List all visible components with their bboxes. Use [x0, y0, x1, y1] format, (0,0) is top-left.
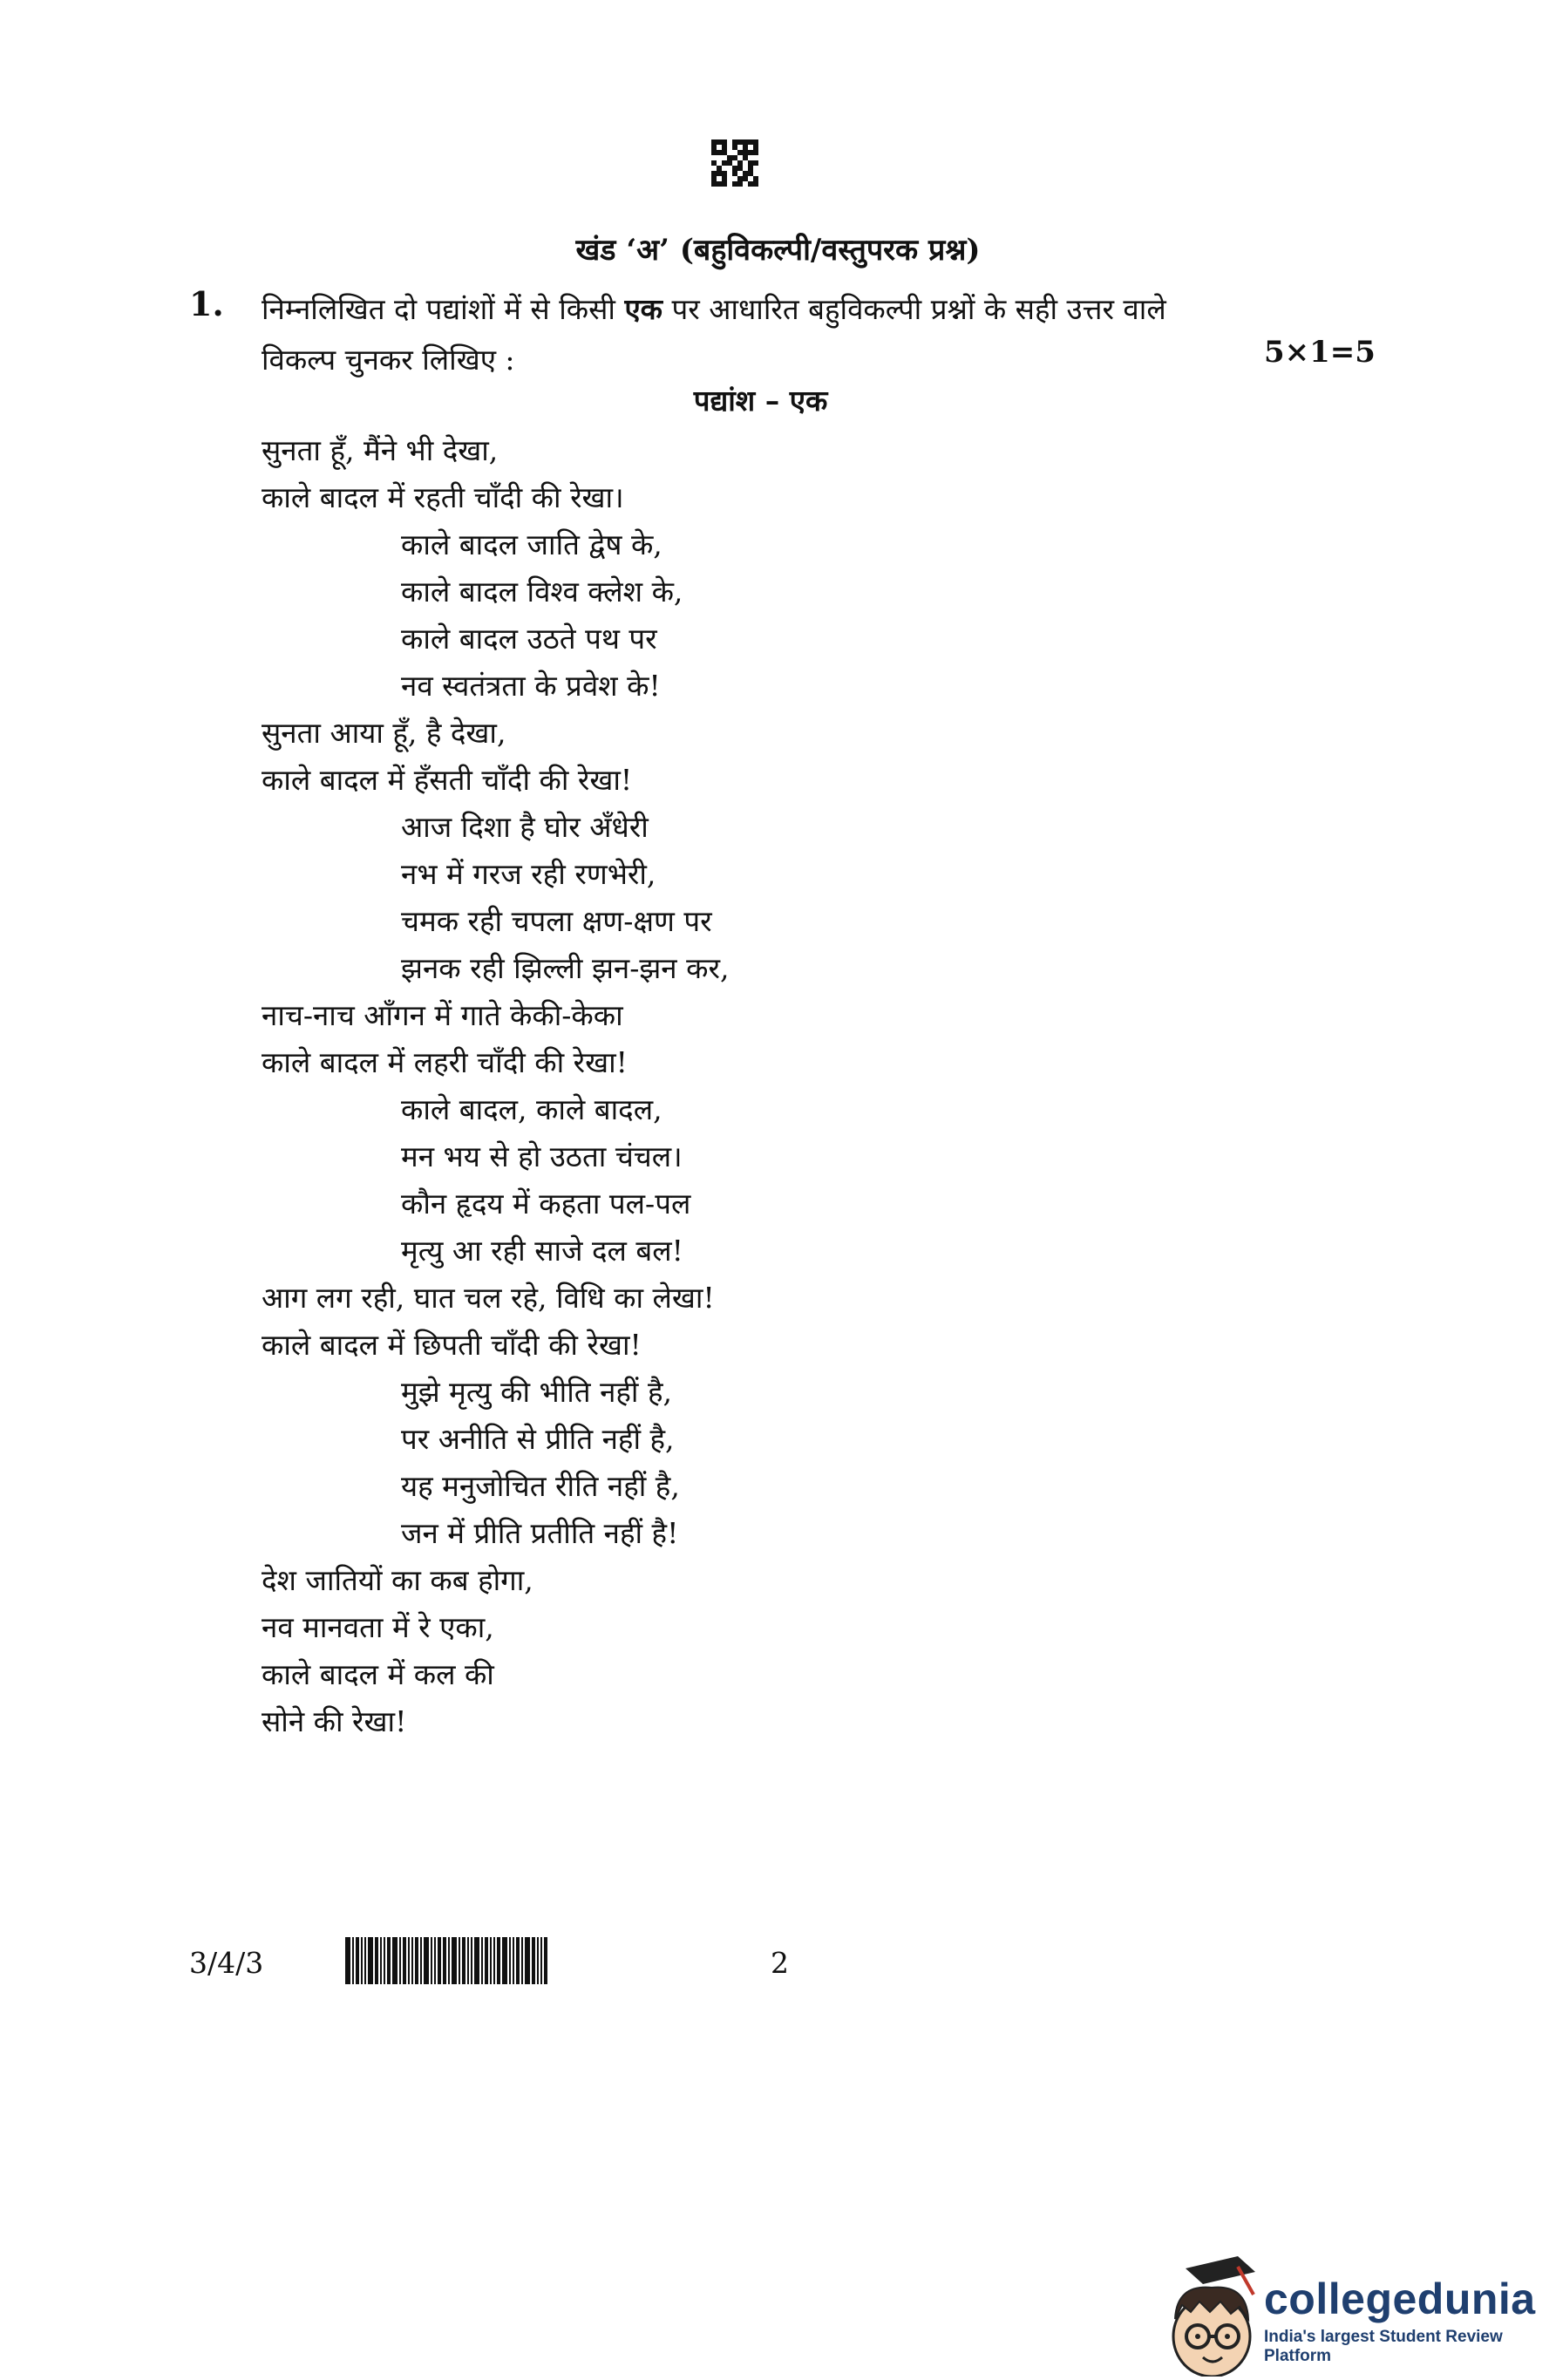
poem-line: काले बादल जाति द्वेष के, [401, 527, 662, 561]
poem-line: नव मानवता में रे एका, [262, 1610, 494, 1644]
paper-code: 3/4/3 [189, 1946, 264, 1980]
poem-line: नव स्वतंत्रता के प्रवेश के! [401, 669, 661, 703]
poem-line: मृत्यु आ रही साजे दल बल! [401, 1234, 683, 1268]
poem-line: काले बादल में छिपती चाँदी की रेखा! [262, 1328, 642, 1362]
poem-line: सुनता हूँ, मैंने भी देखा, [262, 433, 499, 467]
poem-line: काले बादल में रहती चाँदी की रेखा। [262, 480, 624, 514]
collegedunia-logo [1159, 2249, 1556, 2377]
poem-line: सुनता आया हूँ, है देखा, [262, 716, 506, 750]
page-number: 2 [771, 1946, 789, 1980]
poem-line: काले बादल उठते पथ पर [401, 622, 657, 656]
question-text [262, 284, 1238, 385]
brand-tagline: India's largest Student Review Platform [1264, 2328, 1503, 2365]
poem-line: कौन हृदय में कहता पल-पल [401, 1187, 691, 1221]
poem-line: काले बादल में लहरी चाँदी की रेखा! [262, 1045, 628, 1079]
poem-line: काले बादल में हँसती चाँदी की रेखा! [262, 763, 633, 797]
question-number: 1. [189, 284, 224, 323]
poem-line: चमक रही चपला क्षण-क्षण पर [401, 904, 712, 938]
question-text-post: पर आधारित बहुविकल्पी प्रश्नों के सही उत्तर वाले विकल्प चुनकर लिखिए : [262, 292, 1166, 377]
mascot-icon [1159, 2249, 1264, 2377]
marks-label: 5×1=5 [1264, 335, 1376, 370]
poem-line: सोने की रेखा! [262, 1704, 407, 1738]
poem-line: नभ में गरज रही रणभेरी, [401, 857, 656, 891]
poem-line: झनक रही झिल्ली झन-झन कर, [401, 951, 730, 985]
section-title: खंड ‘अ’ (बहुविकल्पी/वस्तुपरक प्रश्न) [575, 233, 981, 268]
poem-line: यह मनुजोचित रीति नहीं है, [401, 1469, 680, 1503]
passage-title: पद्यांश – एक [693, 384, 828, 418]
poem-line: जन में प्रीति प्रतीति नहीं है! [401, 1516, 679, 1550]
poem-line: काले बादल विश्व क्लेश के, [401, 575, 683, 609]
poem-line: आज दिशा है घोर अँधेरी [401, 810, 649, 844]
poem-line: काले बादल, काले बादल, [401, 1092, 662, 1126]
barcode-icon [345, 1937, 549, 1984]
poem-line: देश जातियों का कब होगा, [262, 1563, 533, 1597]
poem-line: पर अनीति से प्रीति नहीं है, [401, 1422, 675, 1456]
poem-line: नाच-नाच आँगन में गाते केकी-केका [262, 998, 623, 1032]
poem-line: काले बादल में कल की [262, 1657, 494, 1691]
brand-name: collegedunia [1264, 2275, 1536, 2323]
poem-line: मन भय से हो उठता चंचल। [401, 1139, 683, 1173]
qr-code-icon [711, 139, 758, 187]
poem-line: आग लग रही, घात चल रहे, विधि का लेखा! [262, 1281, 715, 1315]
question-text-bold: एक [624, 292, 663, 326]
poem-line: मुझे मृत्यु की भीति नहीं है, [401, 1375, 672, 1409]
poem [262, 427, 1308, 1745]
question-text-pre: निम्नलिखित दो पद्यांशों में से किसी [262, 292, 625, 326]
